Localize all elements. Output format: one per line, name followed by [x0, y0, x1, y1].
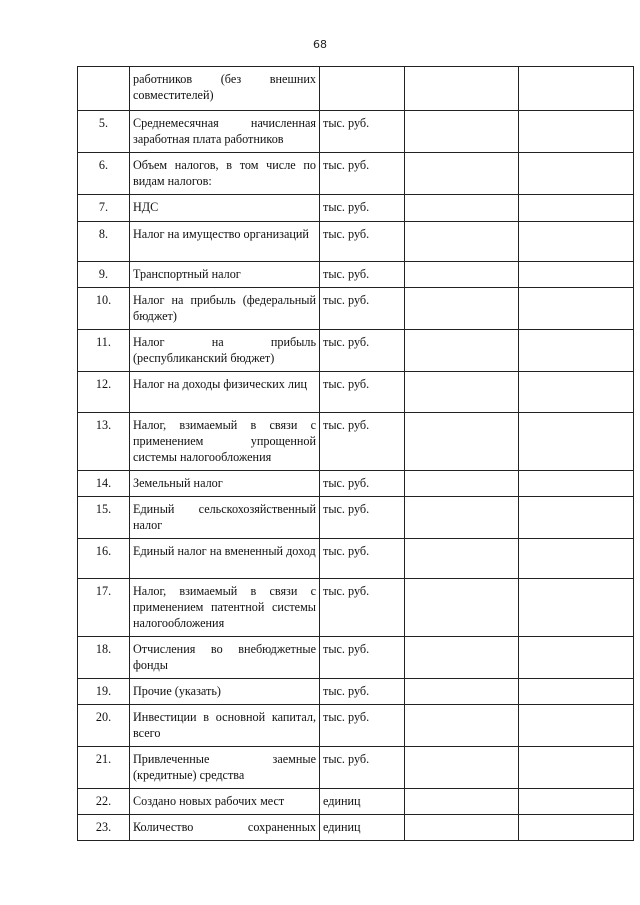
value-cell — [519, 679, 634, 705]
value-cell — [405, 679, 519, 705]
table-row — [78, 679, 634, 705]
indicator-name: Налог, взимаемый в связи с применением патентной системы налогообложения — [130, 579, 320, 637]
unit-of-measure: тыс. руб. — [320, 539, 405, 579]
value-cell — [519, 471, 634, 497]
unit-of-measure — [320, 67, 405, 111]
value-cell — [519, 579, 634, 637]
indicator-name: Среднемесячная начисленная заработная плата работников — [130, 111, 320, 153]
table-row — [78, 815, 634, 841]
table-row — [78, 262, 634, 288]
value-cell — [405, 471, 519, 497]
value-cell — [519, 789, 634, 815]
value-cell — [405, 637, 519, 679]
unit-of-measure: тыс. руб. — [320, 747, 405, 789]
unit-of-measure: тыс. руб. — [320, 153, 405, 195]
table-row — [78, 497, 634, 539]
value-cell — [519, 195, 634, 222]
indicator-name: Транспортный налог — [130, 262, 320, 288]
indicator-name: Земельный налог — [130, 471, 320, 497]
unit-of-measure: тыс. руб. — [320, 111, 405, 153]
value-cell — [519, 222, 634, 262]
row-number: 17. — [78, 579, 130, 637]
indicator-name: работников (без внешних совместителей) — [130, 67, 320, 111]
unit-of-measure: единиц — [320, 789, 405, 815]
value-cell — [519, 637, 634, 679]
unit-of-measure: единиц — [320, 815, 405, 841]
value-cell — [405, 789, 519, 815]
row-number: 7. — [78, 195, 130, 222]
table-body — [78, 67, 634, 841]
value-cell — [405, 579, 519, 637]
value-cell — [519, 705, 634, 747]
row-number: 22. — [78, 789, 130, 815]
value-cell — [405, 262, 519, 288]
unit-of-measure: тыс. руб. — [320, 471, 405, 497]
row-number: 14. — [78, 471, 130, 497]
row-number: 21. — [78, 747, 130, 789]
row-number: 19. — [78, 679, 130, 705]
indicator-name: Единый сельскохозяйственный налог — [130, 497, 320, 539]
row-number: 16. — [78, 539, 130, 579]
table-row — [78, 111, 634, 153]
table-row — [78, 539, 634, 579]
unit-of-measure: тыс. руб. — [320, 222, 405, 262]
indicator-name: Количество сохраненных — [130, 815, 320, 841]
value-cell — [519, 111, 634, 153]
unit-of-measure: тыс. руб. — [320, 413, 405, 471]
row-number: 20. — [78, 705, 130, 747]
value-cell — [405, 747, 519, 789]
indicator-name: Налог, взимаемый в связи с применением упрощенной системы налогообложения — [130, 413, 320, 471]
unit-of-measure: тыс. руб. — [320, 637, 405, 679]
value-cell — [519, 330, 634, 372]
value-cell — [519, 67, 634, 111]
table-row — [78, 222, 634, 262]
indicator-name: Отчисления во внебюджетные фонды — [130, 637, 320, 679]
table-row — [78, 153, 634, 195]
indicator-name: Объем налогов, в том числе по видам налогов: — [130, 153, 320, 195]
value-cell — [519, 262, 634, 288]
row-number: 23. — [78, 815, 130, 841]
value-cell — [405, 222, 519, 262]
unit-of-measure: тыс. руб. — [320, 679, 405, 705]
table-row — [78, 471, 634, 497]
value-cell — [405, 330, 519, 372]
table-row — [78, 789, 634, 815]
value-cell — [405, 705, 519, 747]
unit-of-measure: тыс. руб. — [320, 262, 405, 288]
indicator-name: Налог на прибыль (федеральный бюджет) — [130, 288, 320, 330]
table-row — [78, 288, 634, 330]
row-number: 9. — [78, 262, 130, 288]
unit-of-measure: тыс. руб. — [320, 497, 405, 539]
value-cell — [519, 747, 634, 789]
unit-of-measure: тыс. руб. — [320, 579, 405, 637]
value-cell — [405, 413, 519, 471]
value-cell — [405, 815, 519, 841]
table-row — [78, 637, 634, 679]
row-number: 15. — [78, 497, 130, 539]
table-row — [78, 67, 634, 111]
indicator-name: Налог на доходы физических лиц — [130, 372, 320, 413]
indicator-name: Единый налог на вмененный доход — [130, 539, 320, 579]
row-number: 11. — [78, 330, 130, 372]
indicators-table — [77, 66, 634, 841]
value-cell — [519, 413, 634, 471]
value-cell — [405, 497, 519, 539]
table-row — [78, 747, 634, 789]
row-number: 12. — [78, 372, 130, 413]
table-row — [78, 330, 634, 372]
value-cell — [405, 153, 519, 195]
indicator-name: Инвестиции в основной капитал, всего — [130, 705, 320, 747]
row-number: 10. — [78, 288, 130, 330]
row-number: 8. — [78, 222, 130, 262]
value-cell — [519, 288, 634, 330]
value-cell — [519, 153, 634, 195]
page-number: 68 — [313, 38, 327, 51]
unit-of-measure: тыс. руб. — [320, 372, 405, 413]
indicator-name: Привлеченные заемные (кредитные) средства — [130, 747, 320, 789]
value-cell — [405, 111, 519, 153]
unit-of-measure: тыс. руб. — [320, 705, 405, 747]
value-cell — [405, 67, 519, 111]
value-cell — [519, 372, 634, 413]
indicator-name: Налог на прибыль (республиканский бюджет) — [130, 330, 320, 372]
value-cell — [519, 539, 634, 579]
table-row — [78, 413, 634, 471]
indicator-name: Создано новых рабочих мест — [130, 789, 320, 815]
row-number: 6. — [78, 153, 130, 195]
value-cell — [519, 497, 634, 539]
unit-of-measure: тыс. руб. — [320, 288, 405, 330]
row-number: 5. — [78, 111, 130, 153]
table-row — [78, 195, 634, 222]
value-cell — [405, 195, 519, 222]
table-row — [78, 705, 634, 747]
indicator-name: Налог на имущество организаций — [130, 222, 320, 262]
value-cell — [405, 539, 519, 579]
unit-of-measure: тыс. руб. — [320, 195, 405, 222]
indicator-name: НДС — [130, 195, 320, 222]
value-cell — [519, 815, 634, 841]
table-row — [78, 579, 634, 637]
row-number — [78, 67, 130, 111]
value-cell — [405, 372, 519, 413]
row-number: 13. — [78, 413, 130, 471]
value-cell — [405, 288, 519, 330]
table-row — [78, 372, 634, 413]
indicator-name: Прочие (указать) — [130, 679, 320, 705]
row-number: 18. — [78, 637, 130, 679]
unit-of-measure: тыс. руб. — [320, 330, 405, 372]
